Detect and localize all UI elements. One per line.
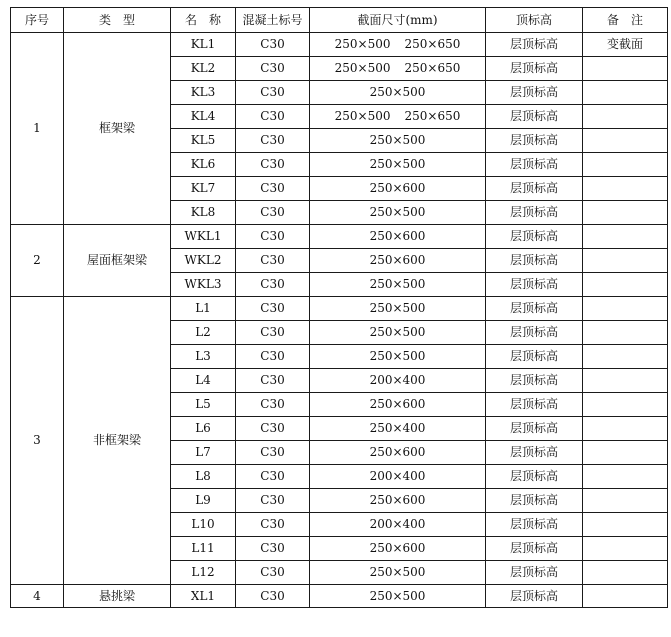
concrete-grade-cell: C30 (236, 489, 310, 513)
section-size-value: 250×500 (369, 565, 426, 579)
table-row (11, 225, 668, 249)
beam-name-cell: KL8 (171, 201, 236, 225)
beam-name-cell: L6 (171, 417, 236, 441)
top-elevation-cell: 层顶标高 (486, 57, 583, 81)
beam-name-cell: KL6 (171, 153, 236, 177)
concrete-grade-cell: C30 (236, 345, 310, 369)
beam-name-cell: KL5 (171, 129, 236, 153)
top-elevation-cell: 层顶标高 (486, 321, 583, 345)
top-elevation-cell: 层顶标高 (486, 417, 583, 441)
group-seq-cell: 4 (11, 585, 64, 608)
section-size-value: 250×500 (369, 349, 426, 363)
section-size-value: 250×500 (334, 109, 391, 123)
section-size-cell (310, 153, 486, 177)
concrete-grade-cell: C30 (236, 57, 310, 81)
concrete-grade-cell: C30 (236, 105, 310, 129)
top-elevation-cell: 层顶标高 (486, 105, 583, 129)
section-size-cell (310, 297, 486, 321)
section-size-cell (310, 393, 486, 417)
section-size-value: 250×600 (369, 229, 426, 243)
section-size-cell (310, 585, 486, 608)
beam-name-cell: L11 (171, 537, 236, 561)
section-size-cell (310, 321, 486, 345)
beam-name-cell: L4 (171, 369, 236, 393)
top-elevation-cell: 层顶标高 (486, 441, 583, 465)
top-elevation-cell: 层顶标高 (486, 489, 583, 513)
group-seq-cell: 1 (11, 33, 64, 225)
table-body (11, 33, 668, 608)
table-row (11, 33, 668, 57)
concrete-grade-cell: C30 (236, 81, 310, 105)
remark-cell (583, 201, 668, 225)
group-type-cell: 屋面框架梁 (64, 225, 171, 297)
beam-name-cell: L1 (171, 297, 236, 321)
remark-cell (583, 465, 668, 489)
top-elevation-cell: 层顶标高 (486, 33, 583, 57)
remark-cell (583, 249, 668, 273)
top-elevation-cell: 层顶标高 (486, 273, 583, 297)
concrete-grade-cell: C30 (236, 297, 310, 321)
remark-cell (583, 489, 668, 513)
section-size-cell (310, 489, 486, 513)
section-size-cell (310, 81, 486, 105)
remark-cell (583, 393, 668, 417)
beam-name-cell: KL3 (171, 81, 236, 105)
remark-cell: 变截面 (583, 33, 668, 57)
group-seq-cell: 3 (11, 297, 64, 585)
top-elevation-cell: 层顶标高 (486, 201, 583, 225)
concrete-grade-cell: C30 (236, 441, 310, 465)
section-size-cell (310, 369, 486, 393)
beam-name-cell: L3 (171, 345, 236, 369)
section-size-cell (310, 249, 486, 273)
section-size-value: 250×500 (369, 85, 426, 99)
concrete-grade-cell: C30 (236, 273, 310, 297)
concrete-grade-cell: C30 (236, 321, 310, 345)
remark-cell (583, 561, 668, 585)
top-elevation-cell: 层顶标高 (486, 177, 583, 201)
section-size-value: 250×500 (334, 37, 391, 51)
section-size-cell (310, 537, 486, 561)
beam-name-cell: WKL3 (171, 273, 236, 297)
remark-cell (583, 273, 668, 297)
beam-name-cell: L8 (171, 465, 236, 489)
concrete-grade-cell: C30 (236, 177, 310, 201)
top-elevation-cell: 层顶标高 (486, 585, 583, 608)
header-name: 名 称 (171, 8, 236, 33)
section-size-cell (310, 345, 486, 369)
top-elevation-cell: 层顶标高 (486, 513, 583, 537)
group-type-cell: 框架梁 (64, 33, 171, 225)
beam-name-cell: L7 (171, 441, 236, 465)
remark-cell (583, 441, 668, 465)
section-size-cell (310, 201, 486, 225)
top-elevation-cell: 层顶标高 (486, 129, 583, 153)
concrete-grade-cell: C30 (236, 561, 310, 585)
section-size-value: 250×650 (404, 37, 461, 51)
concrete-grade-cell: C30 (236, 129, 310, 153)
beam-name-cell: L10 (171, 513, 236, 537)
concrete-grade-cell: C30 (236, 513, 310, 537)
header-remark: 备 注 (583, 8, 668, 33)
section-size-value: 250×500 (334, 61, 391, 75)
concrete-grade-cell: C30 (236, 393, 310, 417)
section-size-value: 250×500 (369, 301, 426, 315)
concrete-grade-cell: C30 (236, 153, 310, 177)
header-concrete-grade: 混凝土标号 (236, 8, 310, 33)
section-size-cell (310, 417, 486, 441)
header-row (11, 8, 668, 33)
remark-cell (583, 129, 668, 153)
top-elevation-cell: 层顶标高 (486, 81, 583, 105)
remark-cell (583, 153, 668, 177)
section-size-cell (310, 513, 486, 537)
remark-cell (583, 369, 668, 393)
concrete-grade-cell: C30 (236, 585, 310, 608)
beam-name-cell: KL7 (171, 177, 236, 201)
top-elevation-cell: 层顶标高 (486, 345, 583, 369)
remark-cell (583, 585, 668, 608)
beam-name-cell: KL1 (171, 33, 236, 57)
table-header (11, 8, 668, 33)
remark-cell (583, 177, 668, 201)
section-size-value: 250×600 (369, 493, 426, 507)
section-size-cell (310, 225, 486, 249)
section-size-value: 250×650 (404, 61, 461, 75)
section-size-cell (310, 177, 486, 201)
header-type: 类 型 (64, 8, 171, 33)
remark-cell (583, 537, 668, 561)
section-size-cell (310, 33, 486, 57)
section-size-value: 250×600 (369, 541, 426, 555)
section-size-value: 250×500 (369, 589, 426, 603)
concrete-grade-cell: C30 (236, 249, 310, 273)
section-size-value: 250×600 (369, 253, 426, 267)
beam-name-cell: XL1 (171, 585, 236, 608)
section-size-cell (310, 129, 486, 153)
beam-schedule-table (10, 7, 668, 608)
section-size-value: 250×500 (369, 157, 426, 171)
top-elevation-cell: 层顶标高 (486, 561, 583, 585)
remark-cell (583, 81, 668, 105)
top-elevation-cell: 层顶标高 (486, 369, 583, 393)
section-size-cell (310, 273, 486, 297)
table-row (11, 585, 668, 608)
concrete-grade-cell: C30 (236, 465, 310, 489)
remark-cell (583, 417, 668, 441)
remark-cell (583, 345, 668, 369)
top-elevation-cell: 层顶标高 (486, 465, 583, 489)
beam-name-cell: L9 (171, 489, 236, 513)
section-size-value: 250×400 (369, 421, 426, 435)
top-elevation-cell: 层顶标高 (486, 153, 583, 177)
section-size-value: 250×500 (369, 205, 426, 219)
concrete-grade-cell: C30 (236, 33, 310, 57)
remark-cell (583, 297, 668, 321)
section-size-value: 250×600 (369, 445, 426, 459)
remark-cell (583, 225, 668, 249)
section-size-cell (310, 441, 486, 465)
concrete-grade-cell: C30 (236, 201, 310, 225)
section-size-cell (310, 465, 486, 489)
section-size-cell (310, 105, 486, 129)
top-elevation-cell: 层顶标高 (486, 393, 583, 417)
remark-cell (583, 321, 668, 345)
beam-name-cell: KL4 (171, 105, 236, 129)
top-elevation-cell: 层顶标高 (486, 297, 583, 321)
header-section-size: 截面尺寸(mm) (310, 8, 486, 33)
section-size-value: 200×400 (369, 373, 426, 387)
beam-name-cell: L12 (171, 561, 236, 585)
section-size-value: 250×650 (404, 109, 461, 123)
group-type-cell: 非框架梁 (64, 297, 171, 585)
concrete-grade-cell: C30 (236, 417, 310, 441)
concrete-grade-cell: C30 (236, 537, 310, 561)
beam-name-cell: WKL2 (171, 249, 236, 273)
section-size-value: 250×500 (369, 133, 426, 147)
section-size-value: 200×400 (369, 517, 426, 531)
beam-name-cell: L5 (171, 393, 236, 417)
section-size-value: 250×500 (369, 325, 426, 339)
remark-cell (583, 513, 668, 537)
section-size-value: 250×500 (369, 277, 426, 291)
table-row (11, 297, 668, 321)
concrete-grade-cell: C30 (236, 225, 310, 249)
header-seq: 序号 (11, 8, 64, 33)
beam-name-cell: L2 (171, 321, 236, 345)
remark-cell (583, 105, 668, 129)
section-size-cell (310, 57, 486, 81)
top-elevation-cell: 层顶标高 (486, 249, 583, 273)
header-top-elevation: 顶标高 (486, 8, 583, 33)
section-size-cell (310, 561, 486, 585)
beam-name-cell: WKL1 (171, 225, 236, 249)
section-size-value: 250×600 (369, 397, 426, 411)
remark-cell (583, 57, 668, 81)
group-seq-cell: 2 (11, 225, 64, 297)
concrete-grade-cell: C30 (236, 369, 310, 393)
top-elevation-cell: 层顶标高 (486, 537, 583, 561)
group-type-cell: 悬挑梁 (64, 585, 171, 608)
top-elevation-cell: 层顶标高 (486, 225, 583, 249)
section-size-value: 200×400 (369, 469, 426, 483)
beam-name-cell: KL2 (171, 57, 236, 81)
section-size-value: 250×600 (369, 181, 426, 195)
